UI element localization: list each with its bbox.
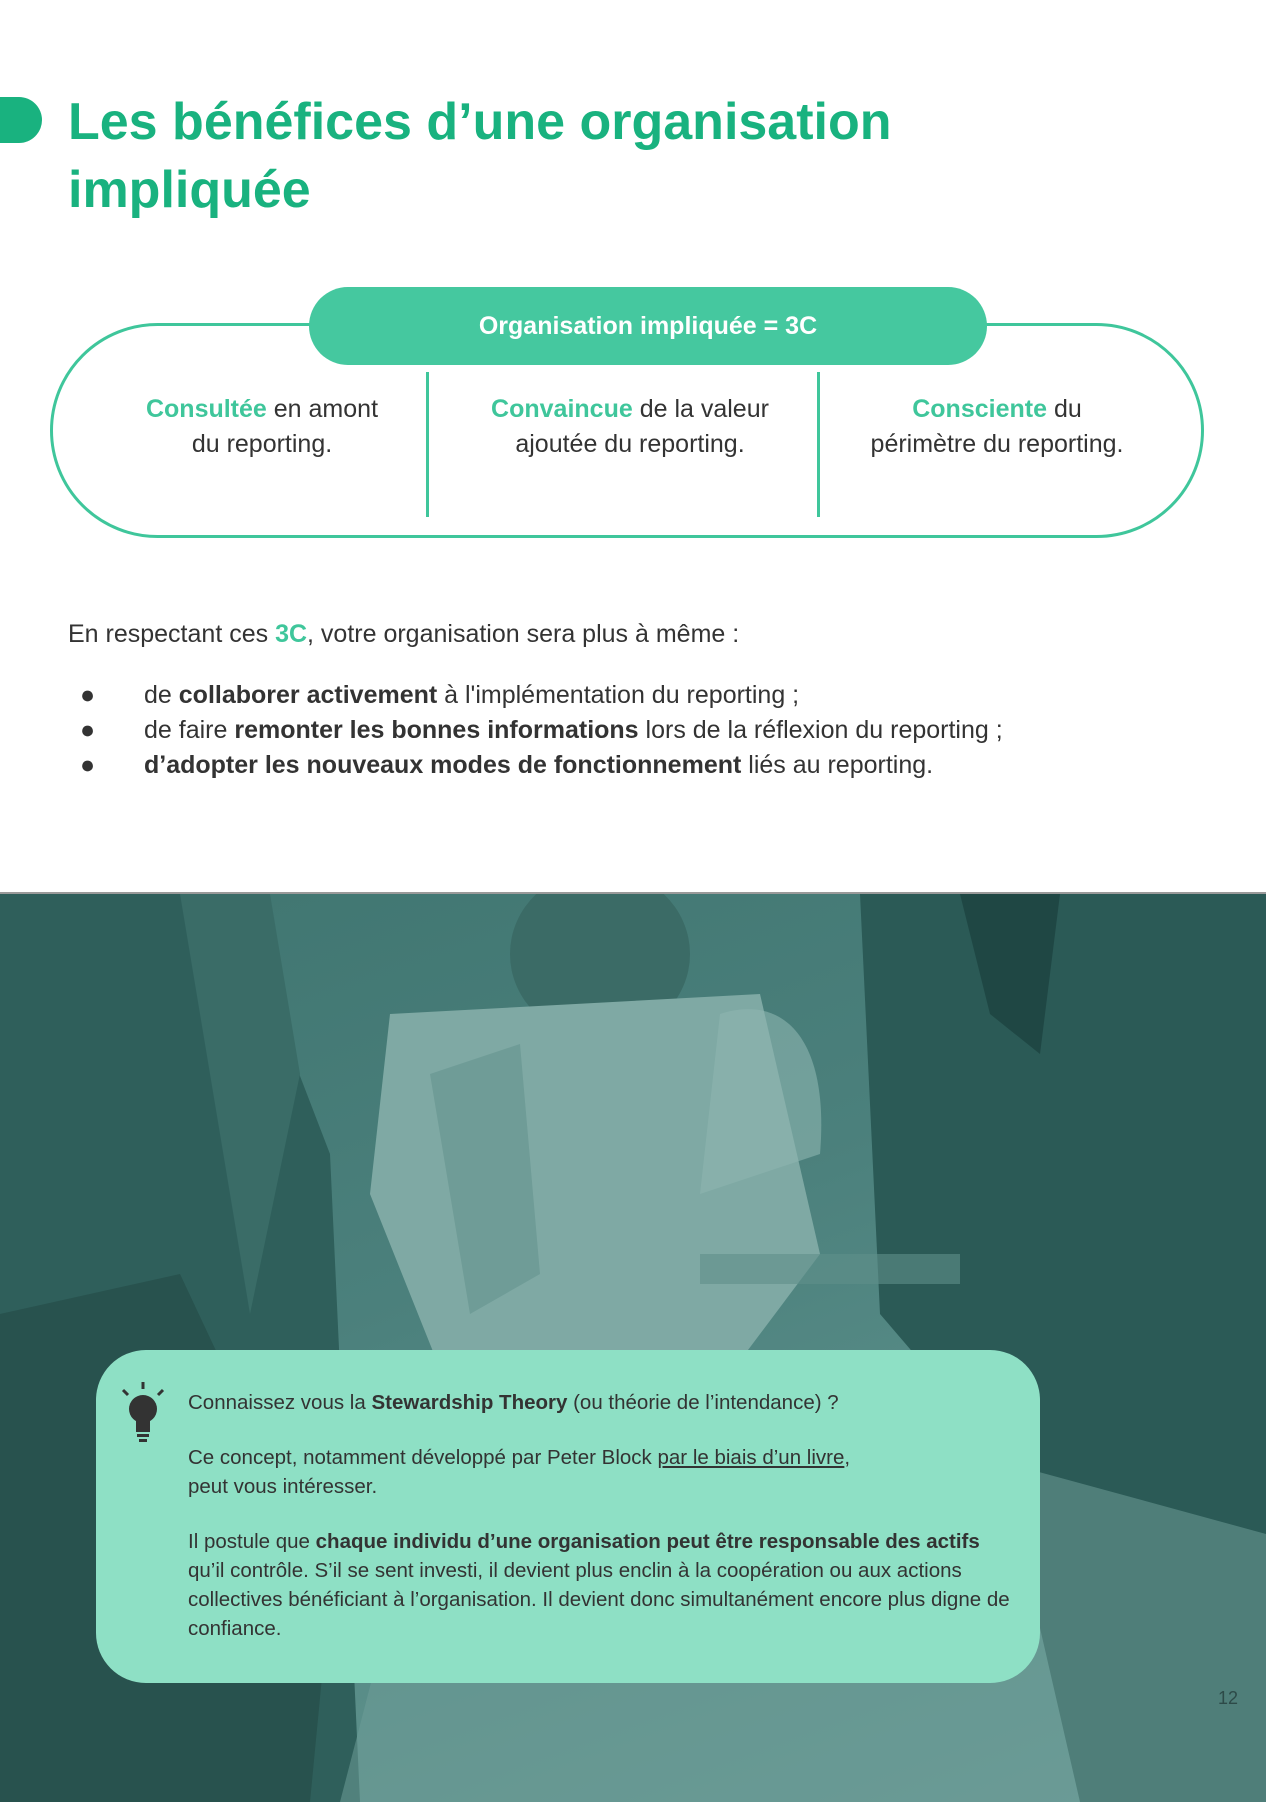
title-tab-marker [0, 97, 42, 143]
bullet-icon: ● [80, 751, 96, 779]
list-item: ● de collaborer activement à l'implémentation du reporting ; [68, 678, 1218, 713]
column-convaincue: Convaincue de la valeur ajoutée du reporting. [491, 395, 769, 458]
bullet-icon: ● [80, 681, 96, 709]
list-item: ● de faire remonter les bonnes informations lors de la réflexion du reporting ; [68, 713, 1218, 748]
callout-question: Connaissez vous la Stewardship Theory (ou théorie de l’intendance) ? [188, 1391, 839, 1414]
column-consultee: Consultée en amont du reporting. [145, 395, 379, 458]
list-item: ● d’adopter les nouveaux modes de fonctionnement liés au reporting. [68, 748, 1218, 783]
benefits-list [68, 678, 1218, 783]
stewardship-callout [96, 1350, 1040, 1683]
page-number: 12 [1218, 1688, 1239, 1708]
book-link[interactable]: par le biais d’un livre [657, 1446, 845, 1469]
column-divider [426, 372, 429, 517]
page-title: Les bénéfices d’une organisation impliquée [68, 93, 892, 219]
callout-paragraph-book: Ce concept, notamment développé par Peter Block par le biais d’un livre, peut vous intéresser. [188, 1446, 851, 1498]
column-divider [817, 372, 820, 517]
bullet-icon: ● [80, 716, 96, 744]
lightbulb-icon [118, 1382, 168, 1444]
column-consciente: Consciente du périmètre du reporting. [870, 395, 1124, 458]
intro-paragraph: En respectant ces 3C, votre organisation sera plus à même : [68, 620, 740, 648]
callout-paragraph-theory: Il postule que chaque individu d’une organisation peut être responsable des actifs qu’il contrôle. S’il se sent investi, il devient plus enclin à la coopération ou aux actions collectives bénéficiant à l’organisation. Il devient donc simultanément encore plus digne de confiance. [188, 1530, 1010, 1640]
three-c-header: Organisation impliquée = 3C [309, 287, 987, 365]
